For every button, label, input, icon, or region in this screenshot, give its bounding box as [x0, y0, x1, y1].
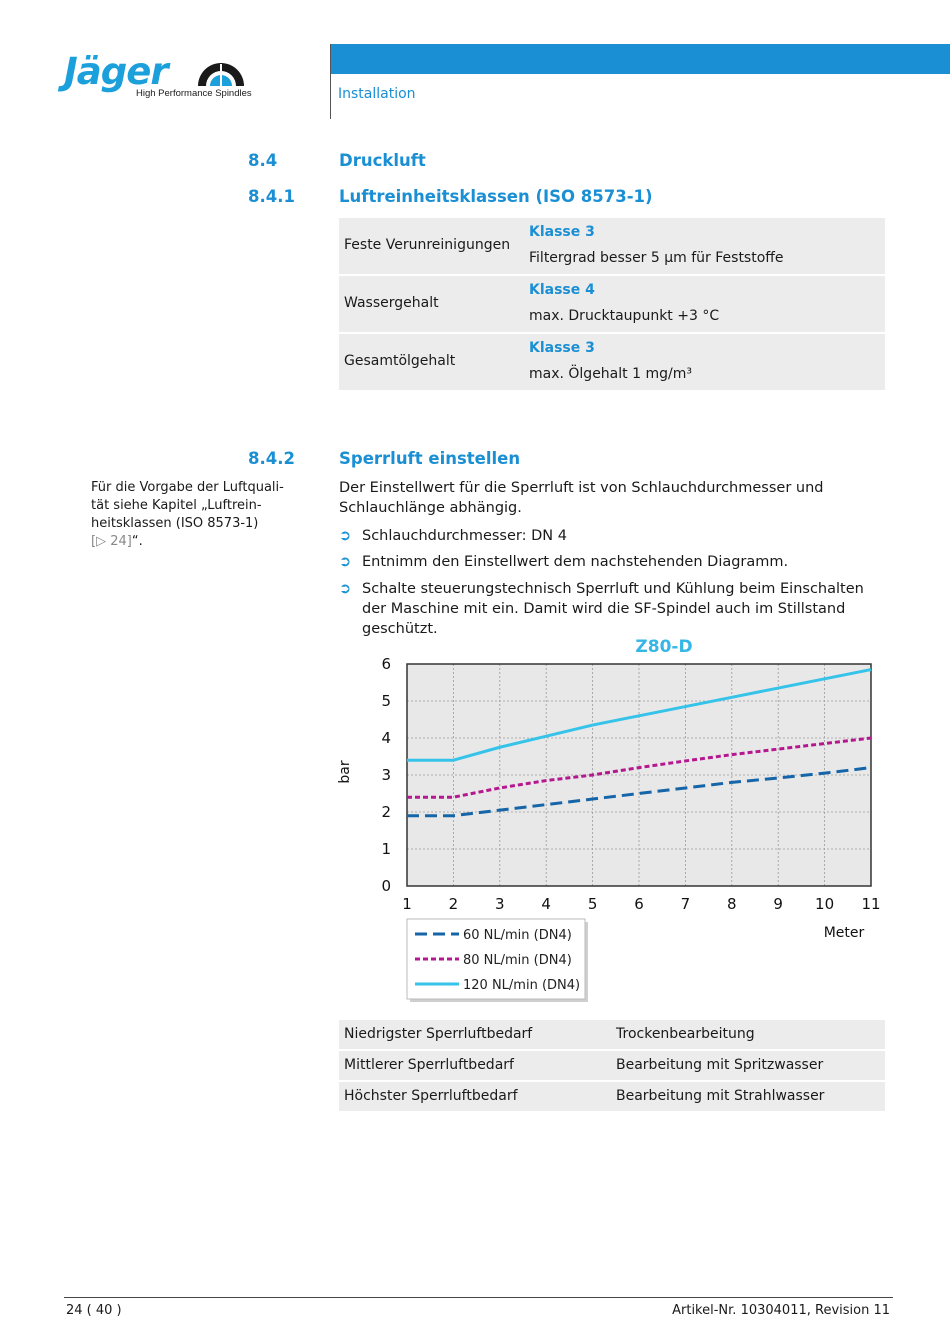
list-item-text: Entnimm den Einstellwert dem nachstehenden Diagramm.: [362, 554, 789, 570]
y-tick-label: 0: [381, 877, 391, 895]
legend-label: 80 NL/min (DN4): [463, 953, 572, 968]
table-row: [339, 1020, 885, 1049]
table-row: [339, 1082, 885, 1111]
subheading-number: 8.4.1: [248, 187, 295, 206]
x-tick-label: 5: [587, 895, 598, 913]
list-item-text: Schalte steuerungstechnisch Sperrluft und Kühlung beim Einschalten der Maschine mit ein. Damit wird die SF-Spindel auch im Stillstand geschützt.: [362, 581, 864, 637]
subheading-title: Luftreinheitsklassen (ISO 8573-1): [339, 187, 653, 206]
table-row: [339, 276, 885, 332]
brand-tagline: High Performance Spindles: [136, 88, 252, 99]
brand-name: Jäger: [64, 50, 168, 93]
legend-label: 60 NL/min (DN4): [463, 928, 572, 943]
heading-number: 8.4: [248, 151, 278, 170]
machining-type: Bearbeitung mit Strahlwasser: [616, 1088, 825, 1104]
purity-class: Klasse 4: [529, 282, 595, 298]
side-note-line: tät siehe Kapitel „Luftrein-: [91, 498, 262, 513]
x-tick-label: 4: [541, 895, 551, 913]
air-demand-table: [339, 1020, 885, 1113]
y-tick-label: 4: [381, 729, 391, 747]
list-item-text: Schlauchdurchmesser: DN 4: [362, 528, 567, 544]
x-tick-label: 2: [448, 895, 459, 913]
arrow-icon: ➲: [339, 528, 352, 544]
company-logo: [64, 52, 254, 104]
side-note-line: heitsklassen (ISO 8573-1): [91, 516, 259, 531]
list-item: [339, 552, 885, 572]
footer-divider: [64, 1297, 893, 1298]
air-pressure-chart: [330, 630, 890, 1010]
y-tick-label: 6: [381, 655, 391, 673]
y-tick-label: 5: [381, 692, 391, 710]
arrow-icon: ➲: [339, 581, 352, 597]
class-description: max. Ölgehalt 1 mg/m³: [529, 366, 692, 382]
subheading-number: 8.4.2: [248, 449, 295, 468]
subheading-title: Sperrluft einstellen: [339, 449, 521, 468]
side-note-line: Für die Vorgabe der Luftquali-: [91, 480, 284, 495]
chart-title: Z80-D: [635, 637, 693, 657]
header-bar: [331, 44, 950, 74]
demand-level: Niedrigster Sperrluftbedarf: [344, 1026, 533, 1042]
machining-type: Bearbeitung mit Spritzwasser: [616, 1057, 824, 1073]
list-item: [339, 526, 885, 546]
spindle-logo-icon: [196, 60, 246, 88]
row-label: Feste Verunreinigungen: [344, 237, 511, 253]
side-note-end: “.: [131, 534, 143, 549]
header-divider: [330, 44, 331, 119]
x-tick-label: 6: [634, 895, 644, 913]
machining-type: Trockenbearbeitung: [616, 1026, 755, 1042]
row-label: Wassergehalt: [344, 295, 439, 311]
y-tick-label: 1: [381, 840, 391, 858]
table-row: [339, 334, 885, 390]
arrow-icon: ➲: [339, 554, 352, 570]
class-description: Filtergrad besser 5 µm für Feststoffe: [529, 250, 784, 266]
demand-level: Höchster Sperrluftbedarf: [344, 1088, 518, 1104]
x-tick-label: 9: [773, 895, 783, 913]
table-row: [339, 218, 885, 274]
class-description: max. Drucktaupunkt +3 °C: [529, 308, 720, 324]
legend-label: 120 NL/min (DN4): [463, 978, 581, 993]
row-label: Gesamtölgehalt: [344, 353, 456, 369]
air-purity-table: [339, 218, 885, 392]
x-tick-label: 10: [815, 895, 835, 913]
page-number: 24 ( 40 ): [66, 1303, 122, 1318]
heading-title: Druckluft: [339, 151, 426, 170]
section-title: Installation: [338, 86, 416, 102]
demand-level: Mittlerer Sperrluftbedarf: [344, 1057, 514, 1073]
purity-class: Klasse 3: [529, 224, 595, 240]
x-tick-label: 11: [861, 895, 881, 913]
x-tick-label: 1: [402, 895, 412, 913]
y-tick-label: 2: [381, 803, 391, 821]
x-axis-label: Meter: [823, 925, 865, 941]
article-number: Artikel-Nr. 10304011, Revision 11: [672, 1303, 890, 1318]
purity-class: Klasse 3: [529, 340, 595, 356]
side-note: [91, 479, 291, 551]
table-row: [339, 1051, 885, 1080]
y-tick-label: 3: [381, 766, 391, 784]
y-axis-label: bar: [337, 760, 353, 784]
x-tick-label: 7: [680, 895, 691, 913]
x-tick-label: 3: [495, 895, 505, 913]
x-tick-label: 8: [727, 895, 737, 913]
body-paragraph: Der Einstellwert für die Sperrluft ist von Schlauchdurchmesser und Schlauchlänge abhängig.: [339, 480, 824, 516]
page-reference-link[interactable]: [▷ 24]: [91, 534, 132, 549]
